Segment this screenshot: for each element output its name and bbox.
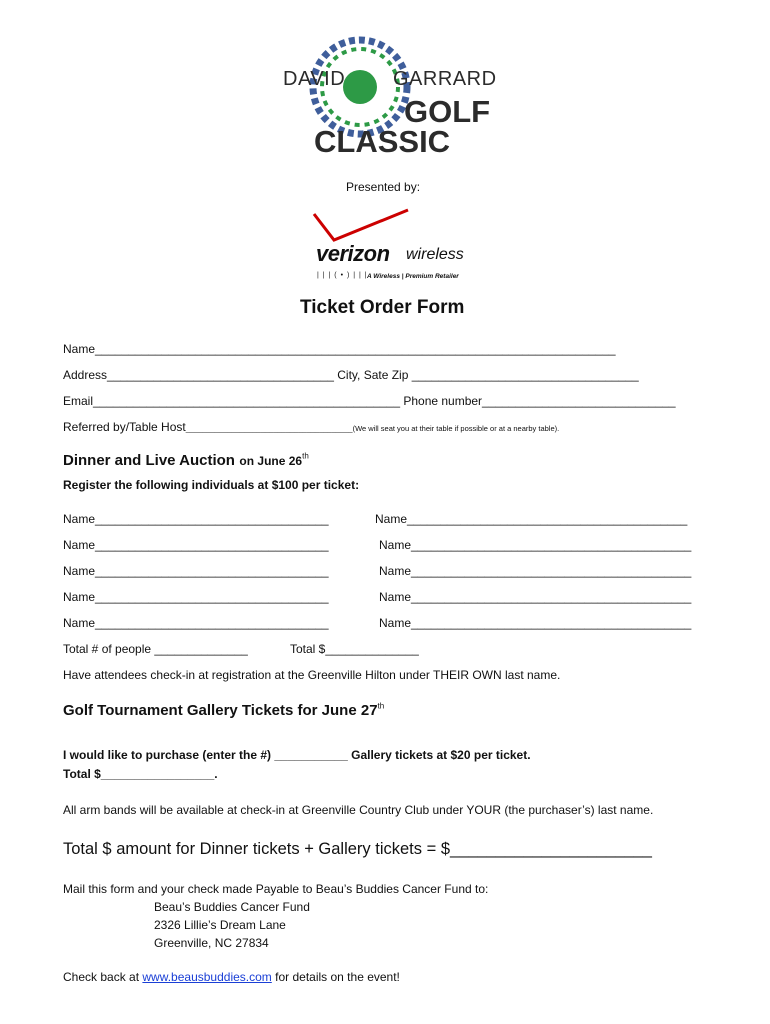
address-field[interactable]: Address__________________________________ City, Sate Zip __________________________________ bbox=[63, 368, 639, 382]
referred-note: (We will seat you at their table if possible or at a nearby table). bbox=[352, 424, 560, 433]
sponsor-logo bbox=[312, 208, 472, 286]
attendee-name-field[interactable]: Name___________________________________ bbox=[63, 538, 329, 552]
logo-golf: GOLF bbox=[404, 94, 491, 129]
referred-blank[interactable]: ________________________________________ bbox=[185, 424, 353, 433]
checkin-note: Have attendees check-in at registration at the Greenville Hilton under THEIR OWN last name. bbox=[63, 668, 561, 682]
gallery-purchase-field[interactable]: I would like to purchase (enter the #) ___________ Gallery tickets at $20 per ticket. bbox=[63, 748, 531, 762]
presented-by: Presented by: bbox=[346, 180, 421, 194]
dinner-heading bbox=[63, 452, 309, 470]
footer-note bbox=[63, 970, 400, 985]
attendee-name-field[interactable]: Name___________________________________ bbox=[63, 512, 329, 526]
golf-date-suffix: th bbox=[377, 701, 385, 711]
gallery-total-field[interactable]: Total $_________________. bbox=[63, 767, 218, 781]
attendee-name-field[interactable]: Name___________________________________ bbox=[63, 616, 329, 630]
golf-heading bbox=[63, 702, 384, 720]
attendee-name-field[interactable]: Name___________________________________ bbox=[63, 564, 329, 578]
website-link[interactable]: www.beausbuddies.com bbox=[142, 970, 272, 984]
referred-label: Referred by/Table Host bbox=[63, 420, 186, 434]
armband-note: All arm bands will be available at check-in at Greenville Country Club under YOUR (the purchaser’s) last name. bbox=[63, 803, 654, 817]
logo-classic: CLASSIC bbox=[314, 124, 451, 159]
logo-first-name: DAVID bbox=[283, 68, 346, 90]
attendee-name-field[interactable]: Name__________________________________________ bbox=[379, 564, 692, 578]
golf-title: Golf Tournament Gallery Tickets for June 27 bbox=[63, 702, 378, 719]
attendee-name-field[interactable]: Name__________________________________________ bbox=[379, 616, 692, 630]
event-logo bbox=[280, 34, 497, 162]
dinner-title: Dinner and Live Auction bbox=[63, 452, 235, 469]
logo-last-name: GARRARD bbox=[393, 68, 497, 90]
attendee-name-field[interactable]: Name___________________________________ bbox=[63, 590, 329, 604]
sponsor-brand-suffix: wireless bbox=[406, 246, 464, 263]
mail-address-line: Beau’s Buddies Cancer Fund bbox=[154, 900, 310, 914]
sponsor-brand: verizon bbox=[316, 241, 390, 266]
attendee-name-field[interactable]: Name__________________________________________ bbox=[379, 590, 692, 604]
referred-field[interactable] bbox=[63, 420, 559, 436]
email-phone-field[interactable]: Email______________________________________________ Phone number_____________________________ bbox=[63, 394, 676, 408]
attendee-name-field[interactable]: Name__________________________________________ bbox=[375, 512, 688, 526]
dinner-date-suffix: th bbox=[302, 451, 309, 461]
grand-total-field[interactable]: Total $ amount for Dinner tickets + Gallery tickets = $______________________ bbox=[63, 840, 652, 858]
page-title: Ticket Order Form bbox=[300, 297, 465, 318]
name-field[interactable]: Name______________________________________________________________________________ bbox=[63, 342, 616, 356]
dinner-date: on June 26 bbox=[239, 454, 303, 468]
footer-prefix: Check back at bbox=[63, 970, 140, 984]
attendee-name-grid bbox=[63, 512, 703, 642]
dinner-total-field[interactable]: Total $______________ bbox=[290, 642, 419, 656]
attendee-name-field[interactable]: Name__________________________________________ bbox=[379, 538, 692, 552]
register-text: Register the following individuals at $100 per ticket: bbox=[63, 478, 360, 492]
sponsor-tagline: A Wireless | Premium Retailer bbox=[367, 273, 459, 280]
footer-suffix: for details on the event! bbox=[275, 970, 400, 984]
mail-address-line: 2326 Lillie’s Dream Lane bbox=[154, 918, 286, 932]
total-people-field[interactable]: Total # of people ______________ bbox=[63, 642, 248, 656]
mail-address-line: Greenville, NC 27834 bbox=[154, 936, 269, 950]
retailer-bars-icon: | | | ( • ) | | | bbox=[317, 272, 368, 279]
check-mark-icon bbox=[312, 208, 412, 244]
mail-intro: Mail this form and your check made Payable to Beau’s Buddies Cancer Fund to: bbox=[63, 882, 489, 896]
